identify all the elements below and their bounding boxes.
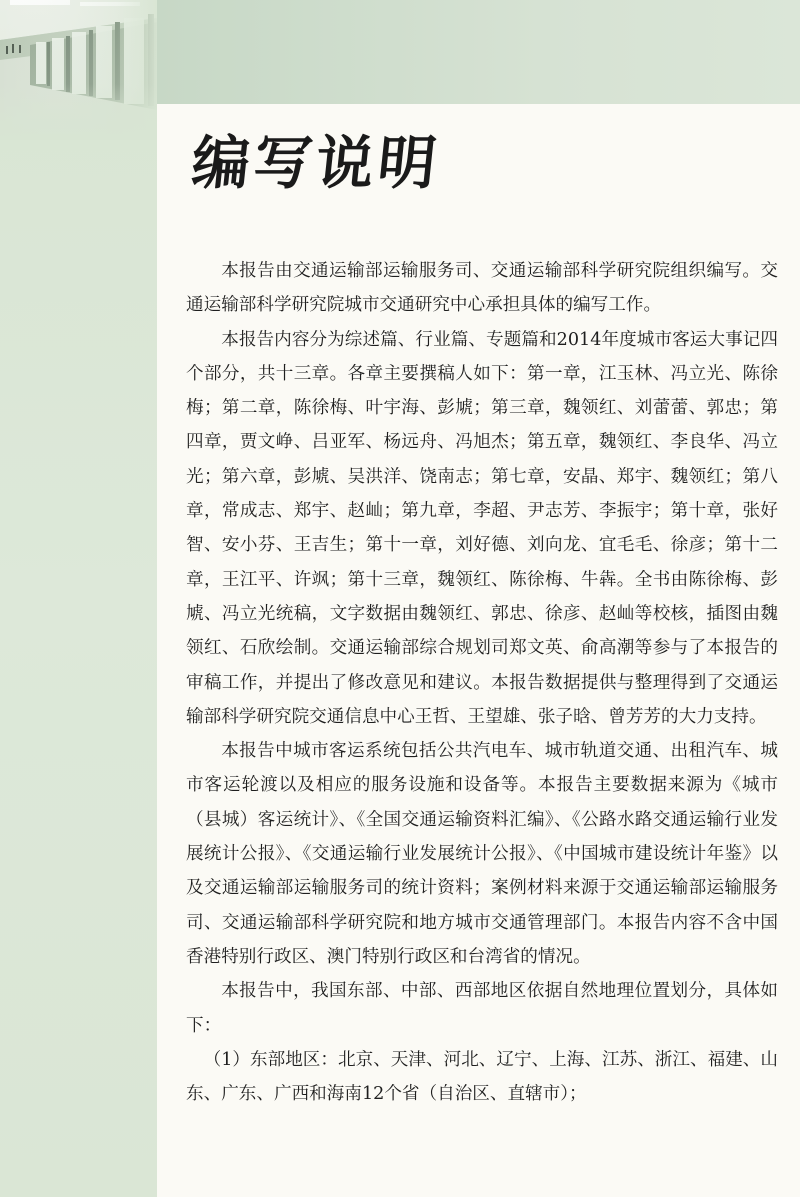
paragraph: 本报告由交通运输部运输服务司、交通运输部科学研究院组织编写。交通运输部科学研究院城市交通研究中心承担具体的编写工作。 (186, 261, 778, 316)
paragraph: 本报告内容分为综述篇、行业篇、专题篇和2014年度城市客运大事记四个部分，共十三章。各章主要撰稿人如下：第一章，江玉林、冯立光、陈徐梅；第二章，陈徐梅、叶宇海、彭虓；第三章，魏领红、刘蕾蕾、郭忠；第四章，贾文峥、吕亚军、杨远舟、冯旭杰；第五章，魏领红、李良华、冯立光；第六章，彭虓、吴洪洋、饶南志；第七章，安晶、郑宇、魏领红；第八章，常成志、郑宇、赵屾；第九章，李超、尹志芳、李振宇；第十章，张好智、安小芬、王吉生；第十一章，刘好德、刘向龙、宜毛毛、徐彦；第十二章，王江平、许飒；第十三章，魏领红、陈徐梅、牛犇。全书由陈徐梅、彭虓、冯立光统稿，文字数据由魏领红、郭忠、徐彦、赵屾等校核，插图由魏领红、石欣绘制。交通运输部综合规划司郑文英、俞高潮等参与了本报告的审稿工作，并提出了修改意见和建议。本报告数据提供与整理得到了交通运输部科学研究院交通信息中心王哲、王望雄、张子晗、曾芳芳的大力支持。 (186, 329, 778, 727)
paragraph: 本报告中城市客运系统包括公共汽电车、城市轨道交通、出租汽车、城市客运轮渡以及相应的服务设施和设备等。本报告主要数据来源为《城市（县城）客运统计》、《全国交通运输资料汇编》、《公路水路交通运输行业发展统计公报》、《交通运输行业发展统计公报》、《中国城市建设统计年鉴》以及交通运输部运输服务司的统计资料；案例材料来源于交通运输部运输服务司、交通运输部科学研究院和地方城市交通管理部门。本报告内容不含中国香港特别行政区、澳门特别行政区和台湾省的情况。 (186, 741, 778, 967)
text-page (157, 104, 800, 1197)
page-title: 编写说明 (188, 129, 444, 197)
paragraph: 本报告中，我国东部、中部、西部地区依据自然地理位置划分，具体如下： (186, 981, 778, 1036)
corridor-photo (0, 0, 157, 140)
body-text (186, 254, 778, 1111)
list-item: （1）东部地区：北京、天津、河北、辽宁、上海、江苏、浙江、福建、山东、广东、广西和海南12个省（自治区、直辖市）； (186, 1049, 778, 1105)
header-strip (157, 0, 800, 104)
left-decorative-band (0, 0, 157, 1197)
